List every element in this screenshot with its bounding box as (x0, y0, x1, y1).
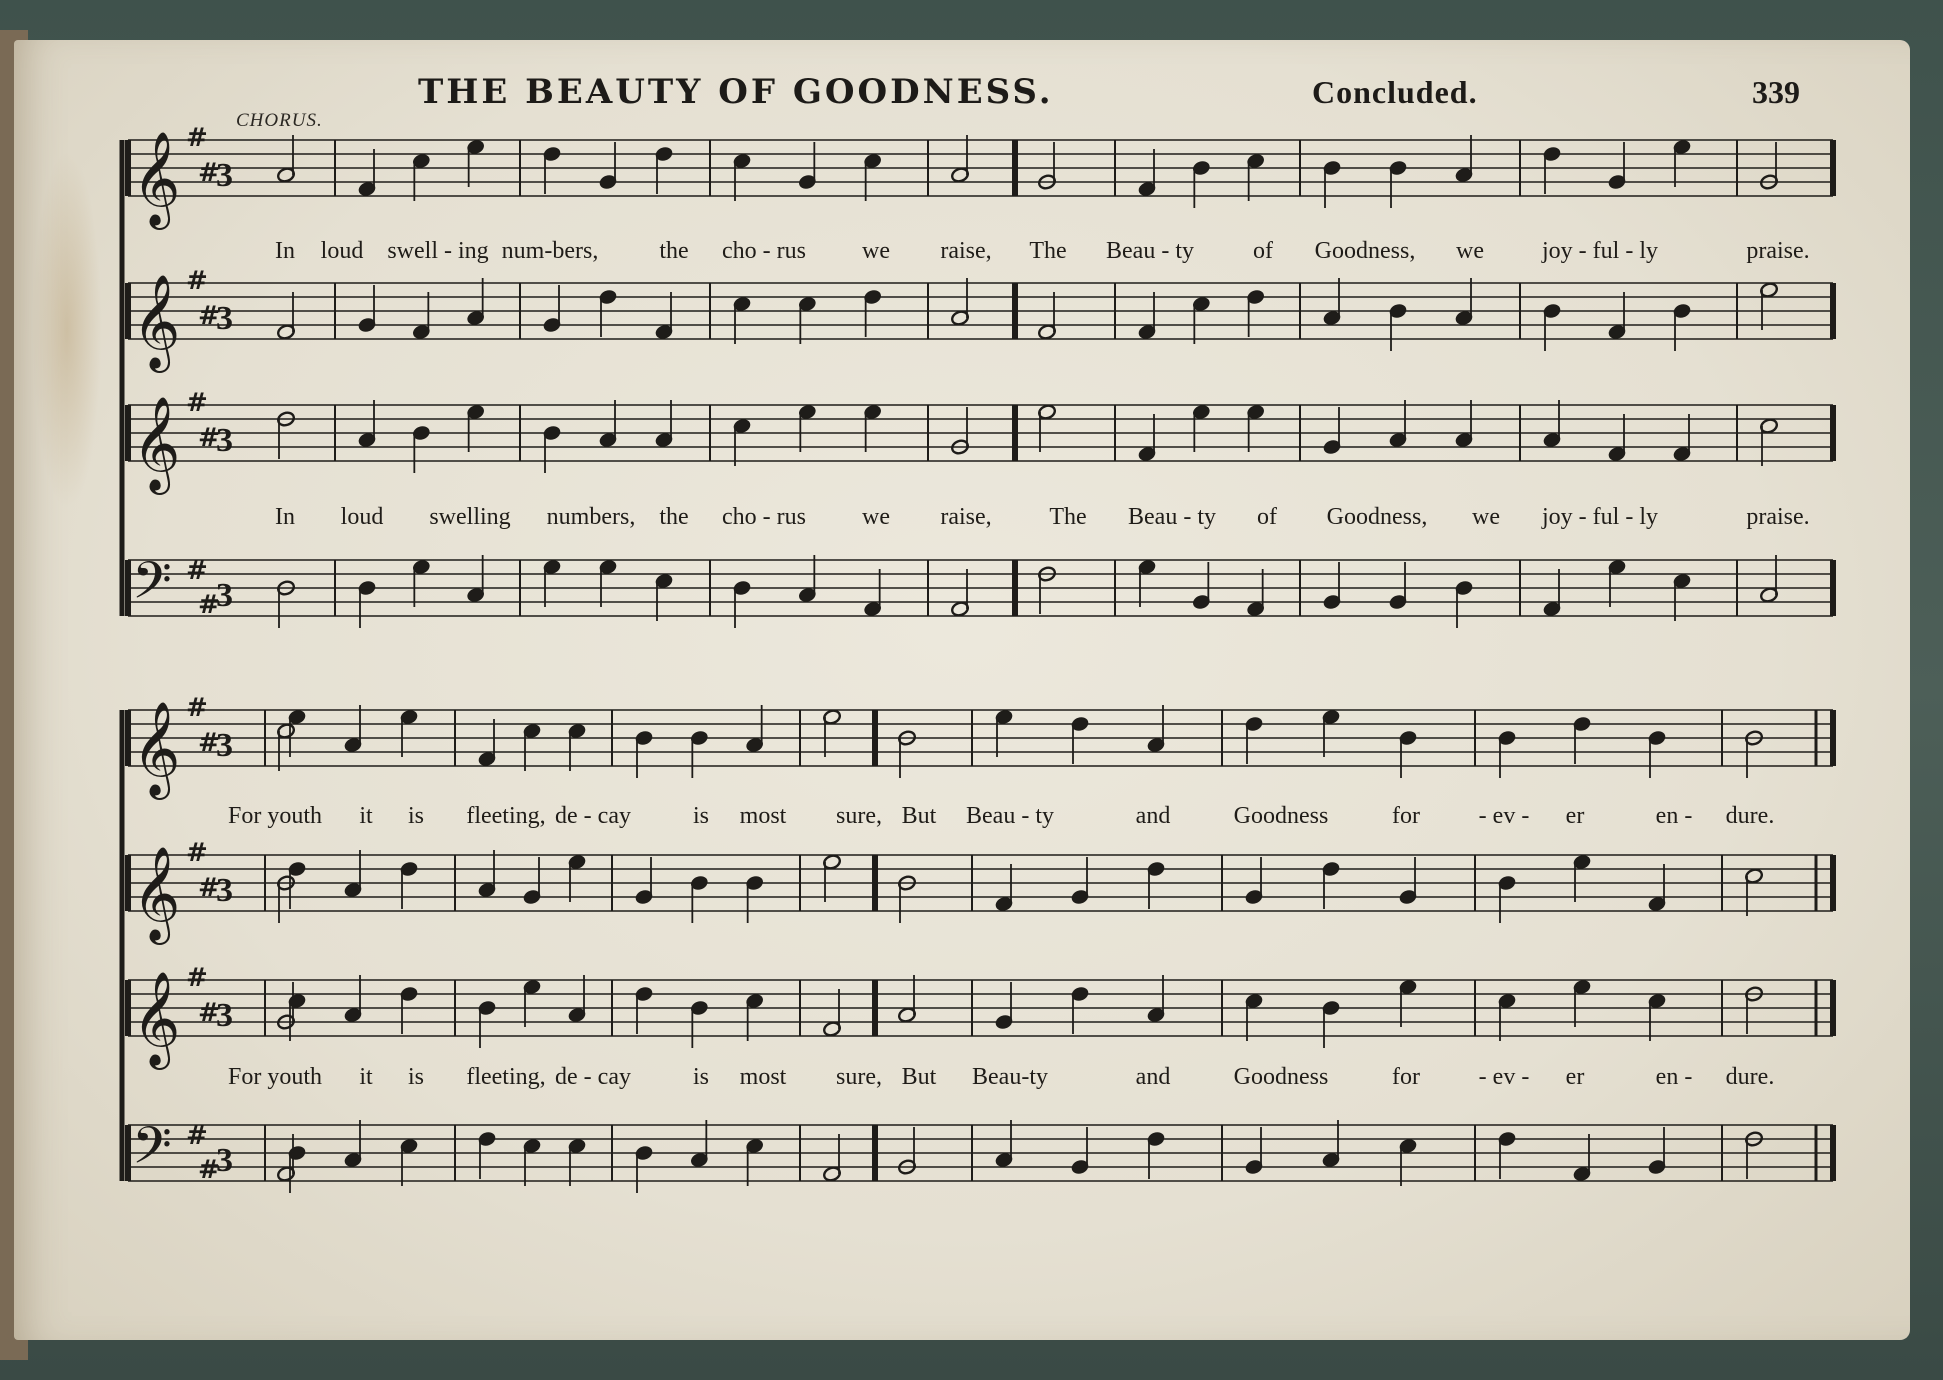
lyric-syllable: de - cay (555, 1064, 631, 1090)
lyric-syllable: for (1392, 803, 1420, 829)
lyric-syllable: it (359, 803, 373, 829)
lyric-syllable: raise, (940, 504, 992, 530)
lyric-syllable: Beau - ty (1106, 238, 1194, 264)
lyric-syllable: fleeting, (466, 803, 546, 829)
sharp-sign: # (186, 388, 208, 418)
lyric-syllable: In (275, 504, 295, 530)
lyric-syllable: numbers, (546, 504, 636, 530)
lyric-syllable: fleeting, (466, 1064, 546, 1090)
lyric-syllable: the (659, 504, 689, 530)
treble-clef: 𝄞 (132, 971, 181, 1066)
lyric-syllable: num-bers, (501, 238, 599, 264)
lyric-syllable: joy - ful - ly (1542, 504, 1658, 530)
lyric-syllable: For youth (227, 803, 323, 829)
sharp-sign: # (198, 1155, 220, 1185)
lyric-syllable: it (359, 1064, 373, 1090)
lyric-syllable: we (862, 238, 890, 264)
lyric-syllable: praise. (1746, 504, 1810, 530)
lyrics-system2-bottom (0, 1064, 1943, 1094)
treble-clef: 𝄞 (132, 396, 181, 491)
song-title: THE BEAUTY OF GOODNESS. (418, 72, 1054, 112)
treble-clef: 𝄞 (132, 846, 181, 941)
lyrics-system1-top (0, 238, 1943, 268)
sharp-sign: # (186, 838, 208, 868)
lyric-syllable: is (407, 803, 425, 829)
sharp-sign: # (198, 728, 220, 758)
time-signature: 3 (216, 300, 233, 337)
sharp-sign: # (186, 693, 208, 723)
lyric-syllable: Beau-ty (972, 1064, 1048, 1090)
lyric-syllable: sure, (836, 1064, 882, 1090)
lyric-syllable: - ev - (1478, 1064, 1530, 1090)
lyric-syllable: For youth (227, 1064, 323, 1090)
lyrics-system2-top (0, 803, 1943, 833)
treble-clef: 𝄞 (132, 701, 181, 796)
song-subtitle: Concluded. (1312, 74, 1478, 110)
lyric-syllable: raise, (940, 238, 992, 264)
page-number: 339 (1752, 74, 1800, 110)
lyric-syllable: joy - ful - ly (1542, 238, 1658, 264)
lyric-syllable: The (1029, 238, 1067, 264)
lyric-syllable: de - cay (555, 803, 631, 829)
sharp-sign: # (186, 123, 208, 153)
lyric-syllable: But (901, 803, 937, 829)
lyric-syllable: er (1565, 1064, 1585, 1090)
lyric-syllable: for (1392, 1064, 1420, 1090)
lyric-syllable: of (1257, 504, 1277, 530)
lyric-syllable: most (739, 1064, 787, 1090)
sharp-sign: # (186, 556, 208, 586)
lyric-syllable: praise. (1746, 238, 1810, 264)
lyric-syllable: and (1135, 1064, 1171, 1090)
lyric-syllable: the (659, 238, 689, 264)
lyric-syllable: But (901, 1064, 937, 1090)
lyrics-system1-bottom (0, 504, 1943, 534)
lyric-syllable: er (1565, 803, 1585, 829)
lyric-syllable: swell - ing (387, 238, 489, 264)
lyric-syllable: most (739, 803, 787, 829)
chorus-label: CHORUS. (236, 110, 323, 131)
sharp-sign: # (198, 590, 220, 620)
sharp-sign: # (186, 266, 208, 296)
lyric-syllable: In (275, 238, 295, 264)
bass-clef: 𝄢 (132, 1115, 172, 1188)
lyric-syllable: is (407, 1064, 425, 1090)
sharp-sign: # (186, 963, 208, 993)
lyric-syllable: Goodness (1233, 1064, 1329, 1090)
time-signature: 3 (216, 157, 233, 194)
bass-clef: 𝄢 (132, 550, 172, 623)
lyric-syllable: we (1472, 504, 1500, 530)
lyric-syllable: Beau - ty (1128, 504, 1216, 530)
lyric-syllable: en - (1655, 803, 1693, 829)
lyric-syllable: of (1253, 238, 1273, 264)
lyric-syllable: cho - rus (722, 238, 806, 264)
lyric-syllable: cho - rus (722, 504, 806, 530)
time-signature: 3 (216, 1142, 233, 1179)
sharp-sign: # (198, 158, 220, 188)
sharp-sign: # (198, 998, 220, 1028)
time-signature: 3 (216, 997, 233, 1034)
sharp-sign: # (186, 1121, 208, 1151)
lyric-syllable: dure. (1725, 1064, 1775, 1090)
lyric-syllable: swelling (429, 504, 511, 530)
lyric-syllable: Beau - ty (966, 803, 1054, 829)
sharp-sign: # (198, 873, 220, 903)
treble-clef: 𝄞 (132, 274, 181, 369)
lyric-syllable: dure. (1725, 803, 1775, 829)
lyric-syllable: en - (1655, 1064, 1693, 1090)
lyric-syllable: - ev - (1478, 803, 1530, 829)
sharp-sign: # (198, 301, 220, 331)
lyric-syllable: loud (340, 504, 384, 530)
lyric-syllable: Goodness, (1314, 238, 1416, 264)
lyric-syllable: The (1049, 504, 1087, 530)
lyric-syllable: is (692, 1064, 710, 1090)
lyric-syllable: is (692, 803, 710, 829)
sharp-sign: # (198, 423, 220, 453)
time-signature: 3 (216, 422, 233, 459)
lyric-syllable: Goodness, (1326, 504, 1428, 530)
lyric-syllable: and (1135, 803, 1171, 829)
lyric-syllable: Goodness (1233, 803, 1329, 829)
lyric-syllable: we (862, 504, 890, 530)
treble-clef: 𝄞 (132, 131, 181, 226)
time-signature: 3 (216, 872, 233, 909)
lyric-syllable: sure, (836, 803, 882, 829)
time-signature: 3 (216, 577, 233, 614)
lyric-syllable: we (1456, 238, 1484, 264)
time-signature: 3 (216, 727, 233, 764)
lyric-syllable: loud (320, 238, 364, 264)
